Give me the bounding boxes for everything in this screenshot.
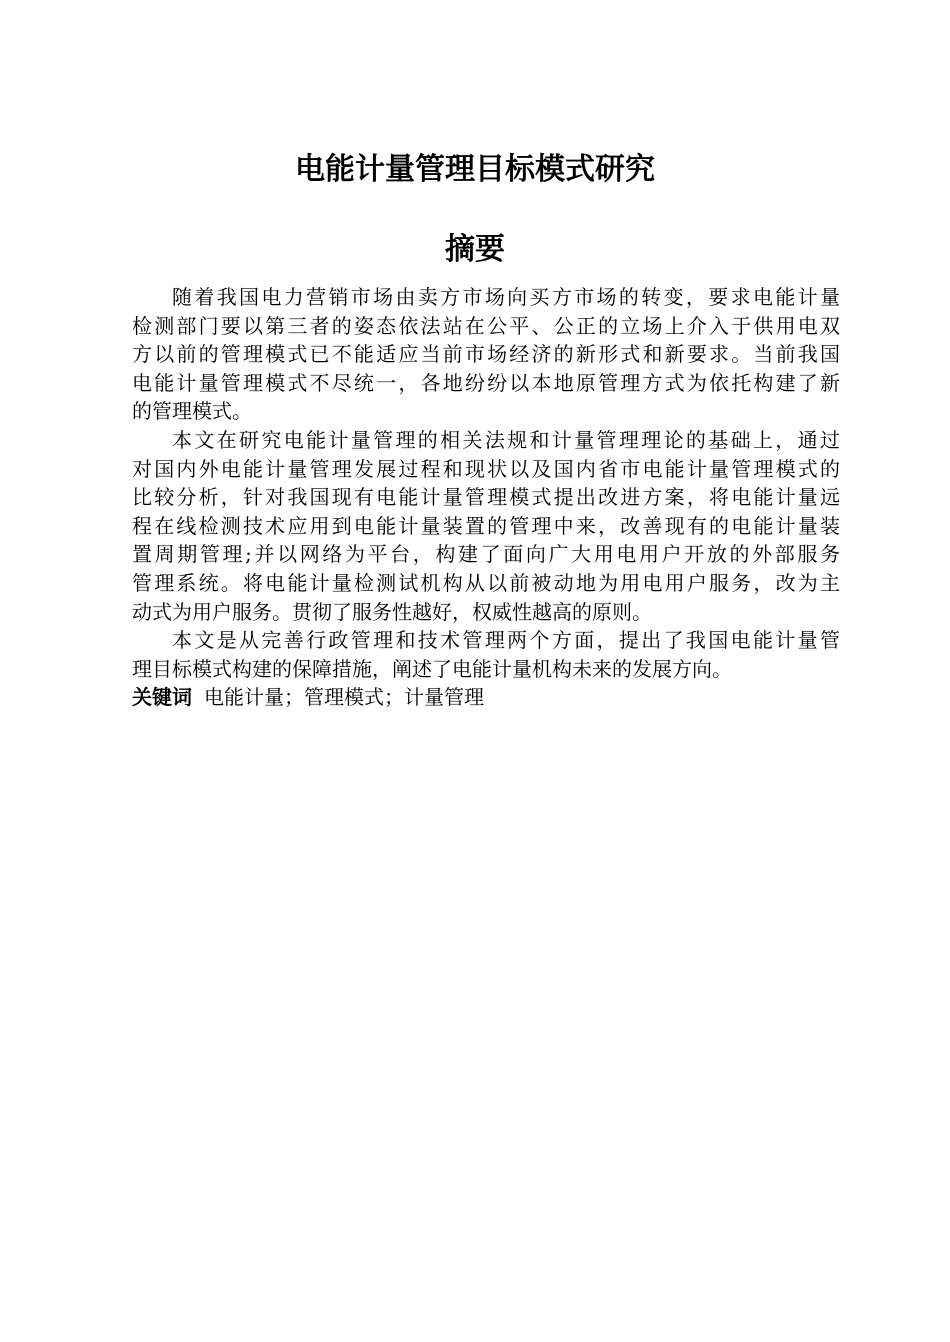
- paragraph-line: 方以前的管理模式已不能适应当前市场经济的新形式和新要求。当前我国: [132, 342, 840, 367]
- keywords-text: 电能计量；管理模式；计量管理: [204, 685, 484, 710]
- paragraph-line: 动式为用户服务。贯彻了服务性越好，权威性越高的原则。: [132, 599, 652, 624]
- abstract-paragraph-1: [132, 283, 840, 426]
- paragraph-line: 置周期管理;并以网络为平台，构建了面向广大用电用户开放的外部服务: [132, 542, 840, 567]
- paragraph-line: 检测部门要以第三者的姿态依法站在公平、公正的立场上介入于供用电双: [132, 313, 840, 338]
- paragraph-line: 本文是从完善行政管理和技术管理两个方面，提出了我国电能计量管: [172, 628, 840, 653]
- paragraph-line: 理目标模式构建的保障措施，阐述了电能计量机构未来的发展方向。: [132, 656, 732, 681]
- paragraph-line: 本文在研究电能计量管理的相关法规和计量管理理论的基础上，通过: [172, 427, 840, 452]
- abstract-heading: 摘要: [445, 232, 505, 267]
- abstract-body: [132, 283, 840, 712]
- document-title: 电能计量管理目标模式研究: [295, 152, 655, 187]
- paragraph-line: 对国内外电能计量管理发展过程和现状以及国内省市电能计量管理模式的: [132, 456, 840, 481]
- paragraph-line: 管理系统。将电能计量检测试机构从以前被动地为用电用户服务，改为主: [132, 570, 840, 595]
- abstract-paragraph-2: [132, 426, 840, 626]
- paragraph-line: 程在线检测技术应用到电能计量装置的管理中来，改善现有的电能计量装: [132, 513, 840, 538]
- keywords-label: 关键词: [132, 685, 192, 710]
- paragraph-line: 比较分析，针对我国现有电能计量管理模式提出改进方案，将电能计量远: [132, 485, 840, 510]
- paragraph-line: 随着我国电力营销市场由卖方市场向买方市场的转变，要求电能计量: [172, 285, 840, 309]
- paragraph-line: 的管理模式。: [132, 399, 252, 424]
- paragraph-line: 电能计量管理模式不尽统一，各地纷纷以本地原管理方式为依托构建了新: [132, 370, 840, 395]
- abstract-paragraph-3: [132, 626, 840, 683]
- keywords-line: [132, 683, 840, 712]
